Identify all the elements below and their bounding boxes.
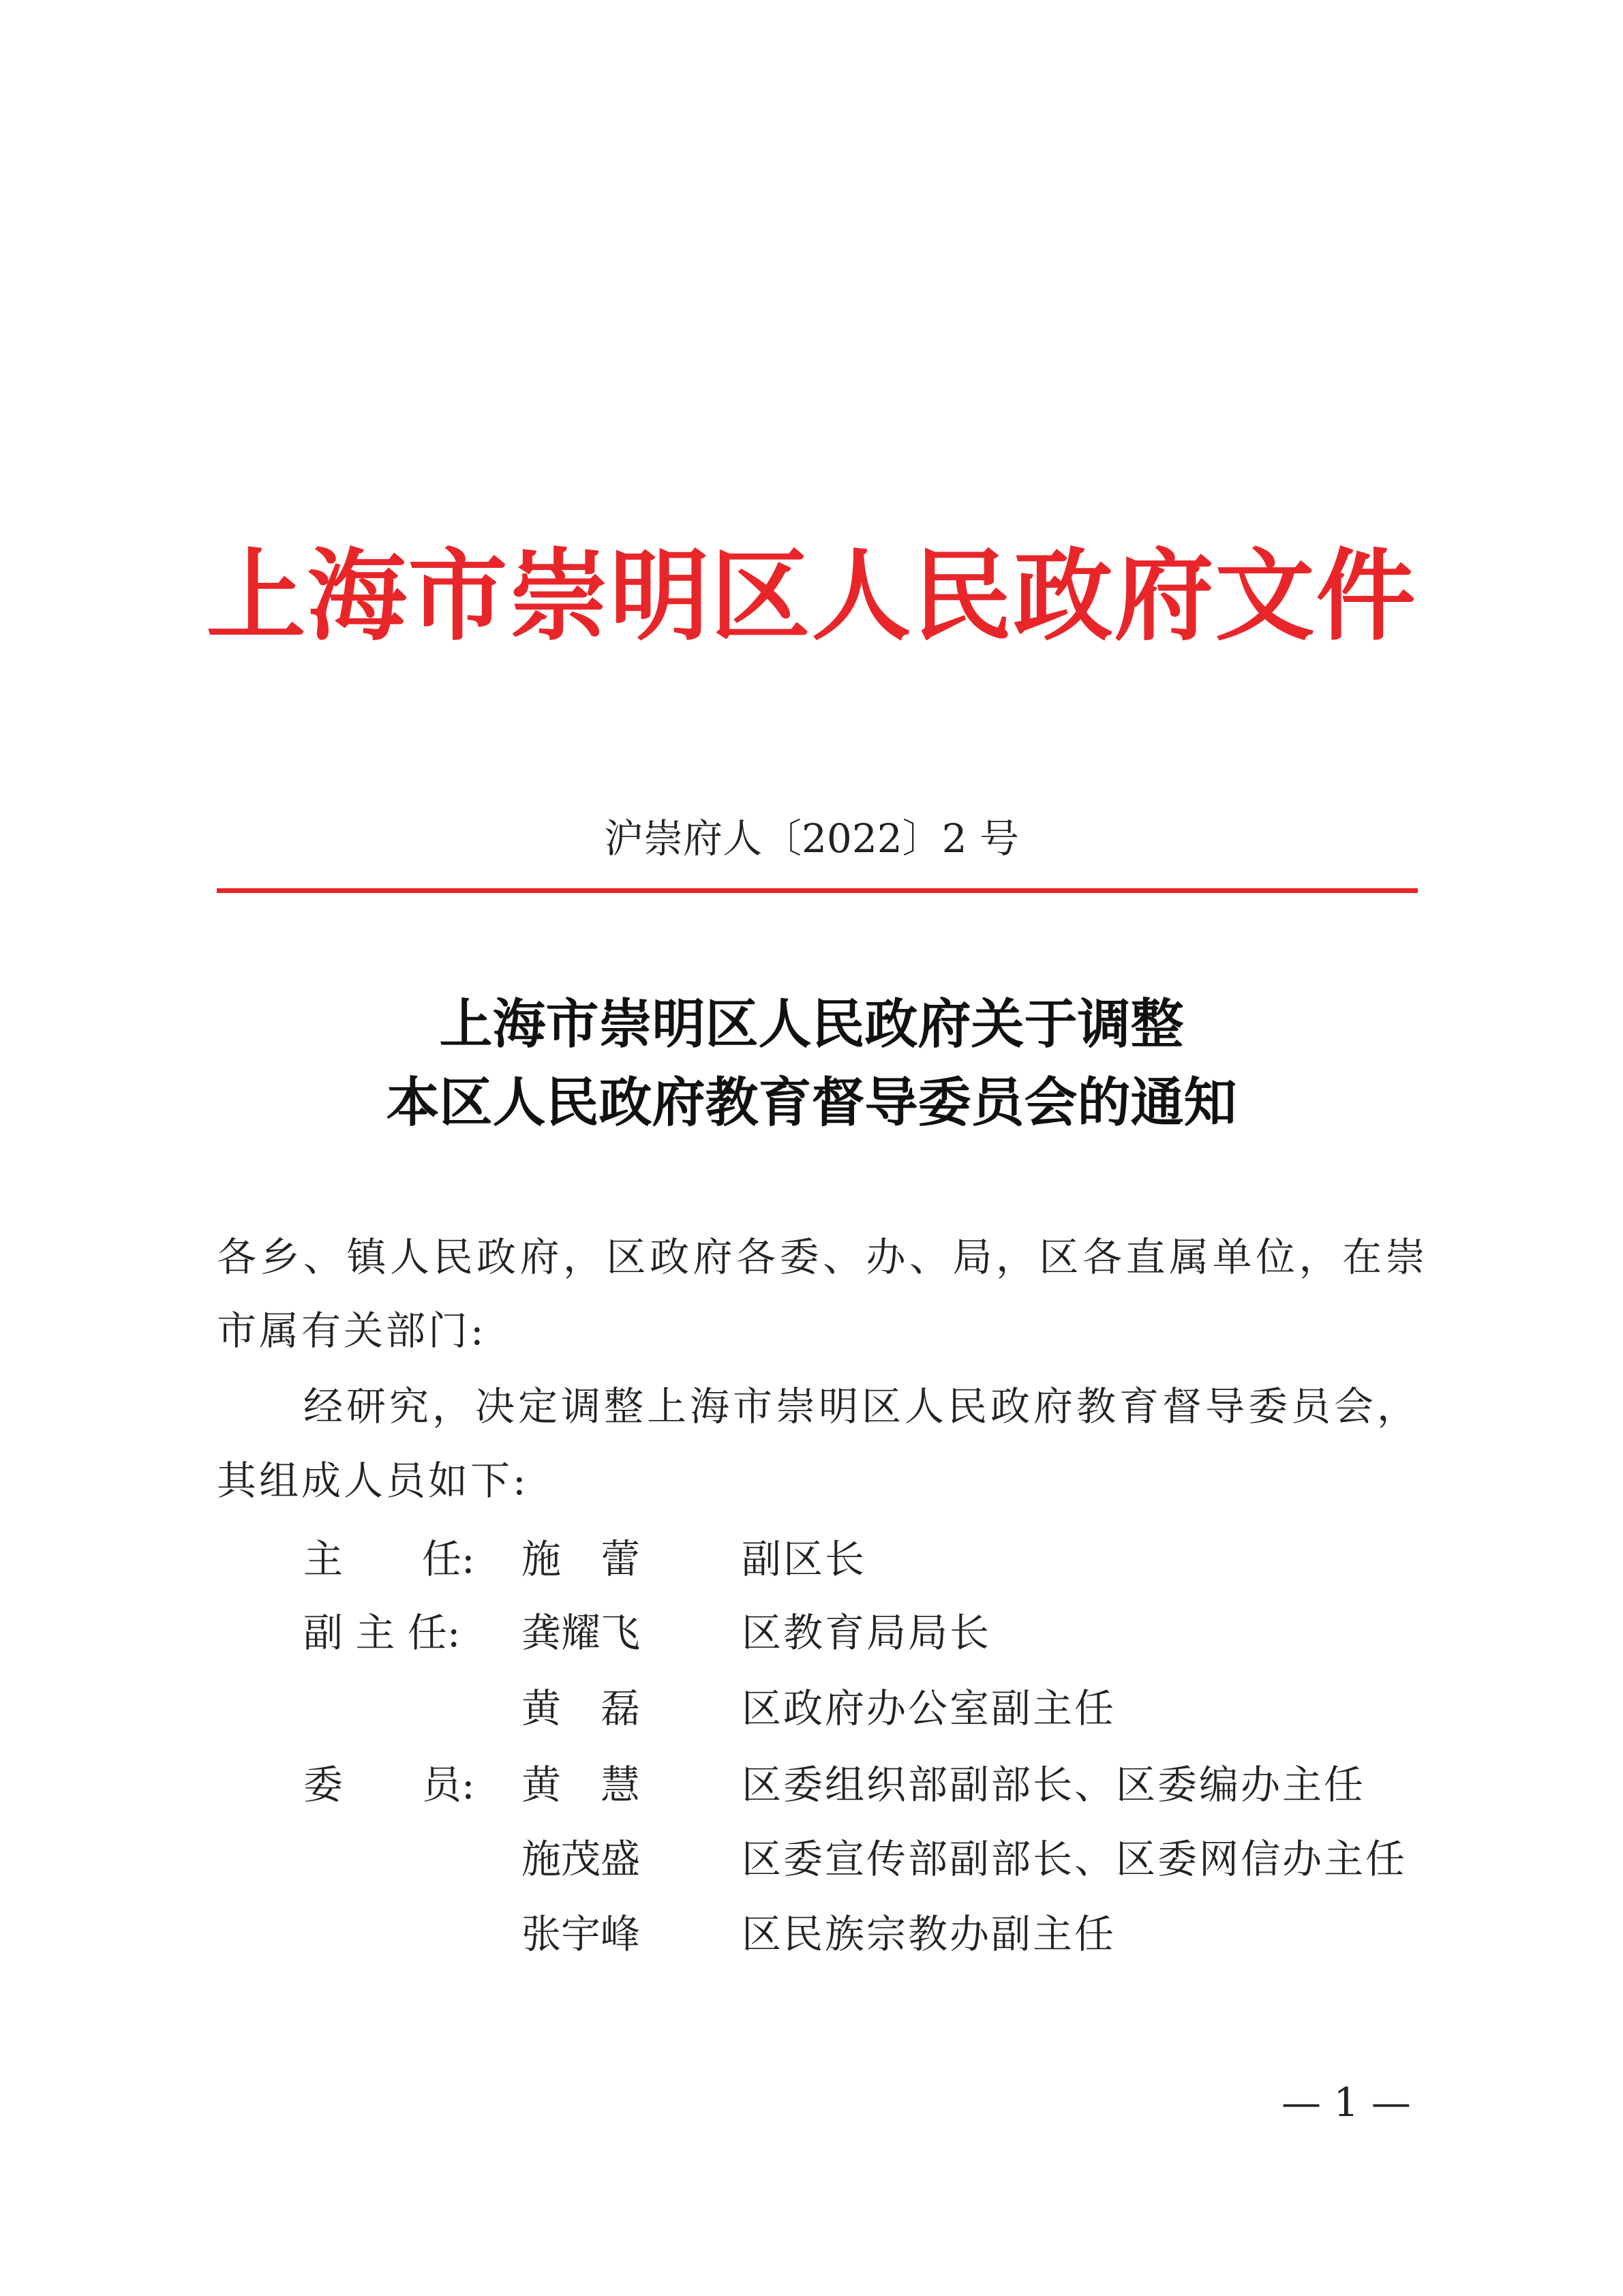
member-post: 区委组织部副部长、区委编办主任	[742, 1762, 1366, 1808]
member-post: 区教育局局长	[742, 1610, 992, 1656]
page-number: — 1 —	[1281, 2079, 1411, 2126]
member-row	[0, 1681, 1623, 1736]
body-paragraph-line-1: 经研究，决定调整上海市崇明区人民政府教育督导委员会，	[303, 1383, 1421, 1430]
member-post: 区政府办公室副主任	[742, 1685, 1117, 1732]
member-post: 区民族宗教办副主任	[742, 1911, 1117, 1957]
body-paragraph-line-2: 其组成人员如下:	[217, 1457, 529, 1504]
member-role-label: 主 任:	[303, 1536, 475, 1582]
notice-title-line-1: 上海市崇明区人民政府关于调整	[439, 993, 1184, 1055]
member-row	[0, 1757, 1623, 1812]
member-name: 张宇峰	[521, 1911, 641, 1957]
notice-title-line-2: 本区人民政府教育督导委员会的通知	[386, 1072, 1237, 1134]
member-role-label: 委 员:	[303, 1762, 475, 1808]
addressee-line-2: 市属有关部门:	[217, 1308, 487, 1354]
member-name: 黄 磊	[521, 1685, 641, 1732]
member-row	[0, 1907, 1623, 1961]
member-name: 龚耀飞	[521, 1610, 641, 1656]
member-row	[0, 1832, 1623, 1886]
red-divider-line	[217, 888, 1418, 893]
member-row	[0, 1605, 1623, 1660]
member-name: 施茂盛	[521, 1836, 641, 1882]
document-header-title: 上海市崇明区人民政府文件	[206, 538, 1417, 654]
addressee-line-1: 各乡、镇人民政府，区政府各委、办、局，区各直属单位，在崇	[217, 1234, 1429, 1280]
document-number: 沪崇府人〔2022〕2 号	[604, 815, 1019, 862]
member-name: 黄 慧	[521, 1762, 641, 1808]
member-row	[0, 1532, 1623, 1586]
member-name: 施 蕾	[521, 1536, 641, 1582]
member-post: 区委宣传部副部长、区委网信办主任	[742, 1836, 1408, 1882]
member-role-label: 副 主 任:	[303, 1610, 461, 1656]
member-post: 副区长	[742, 1536, 867, 1582]
